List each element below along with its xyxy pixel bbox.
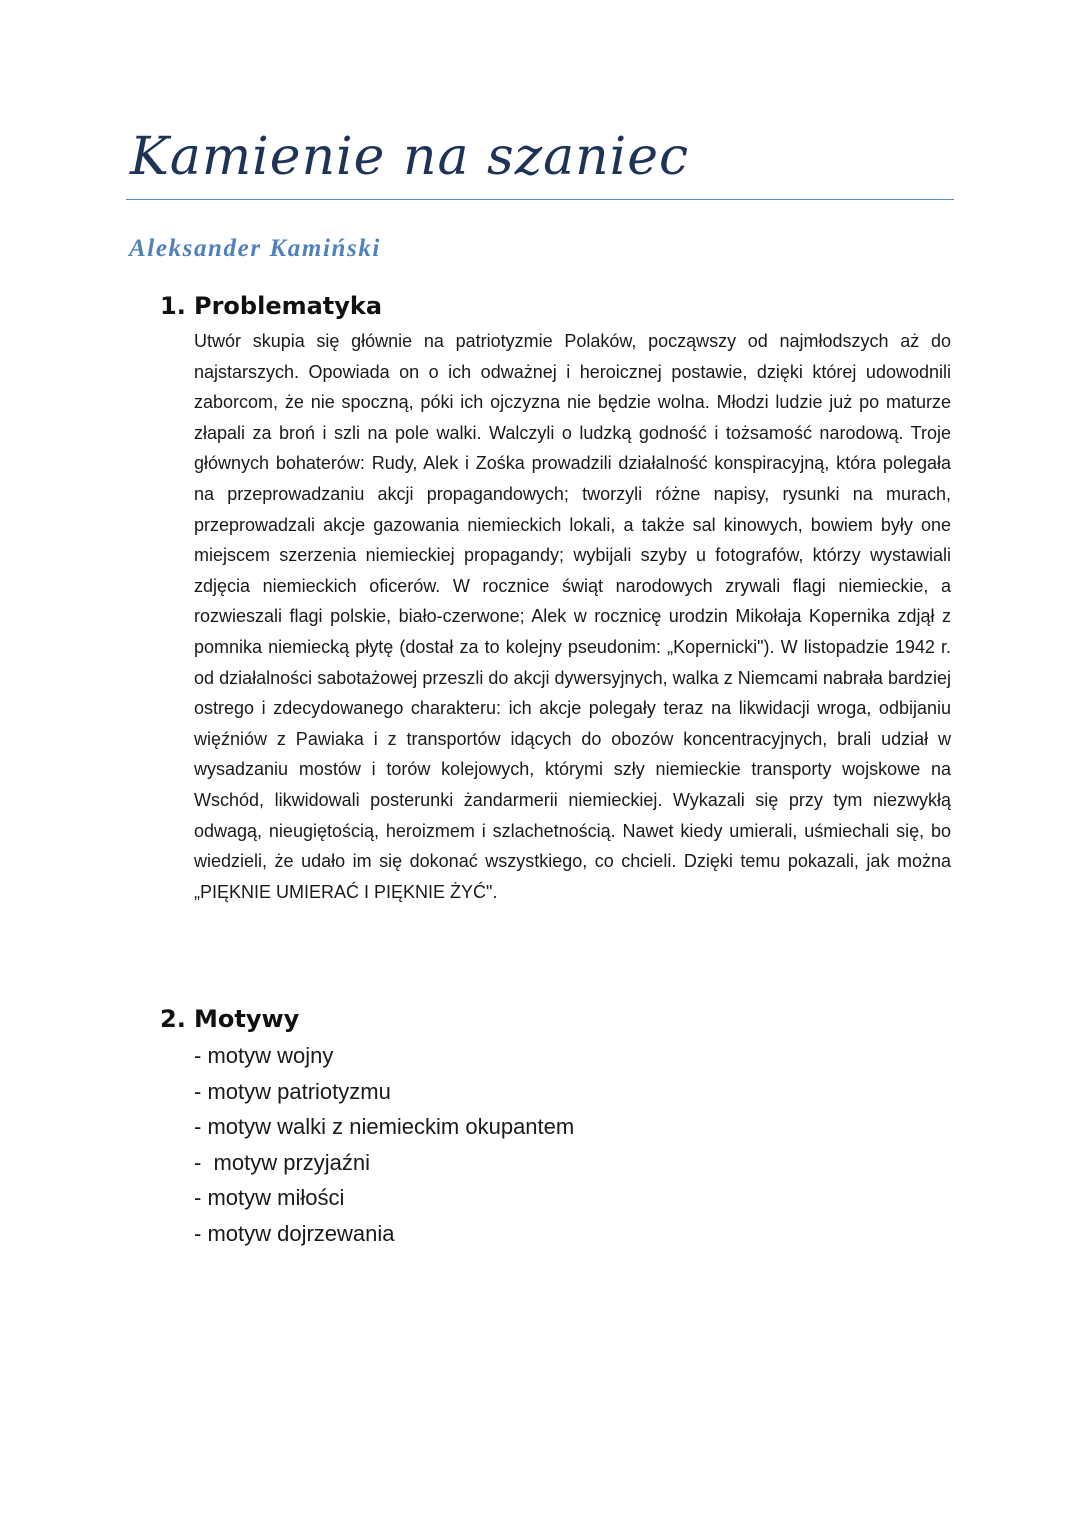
document-title: Kamienie na szaniec <box>130 127 690 187</box>
motifs-list <box>194 1038 574 1252</box>
problematyka-paragraph: Utwór skupia się głównie na patriotyzmie Polaków, począwszy od najmłodszych aż do najstarszych. Opowiada on o ich odważnej i heroicznej postawie, dzięki której udowodnili zaborcom, że nie spoczną, póki ich ojczyzna nie będzie wolna. Młodzi ludzie już po maturze złapali za broń i szli na pole walki. Walczyli o ludzką godność i tożsamość narodową. Troje głównych bohaterów: Rudy, Alek i Zośka prowadzili działalność konspiracyjną, która polegała na przeprowadzaniu akcji propagandowych; tworzyli różne napisy, rysunki na murach, przeprowadzali akcje gazowania niemieckich lokali, a także sal kinowych, bowiem były one miejscem szerzenia niemieckiej propagandy; wybijali szyby u fotografów, którzy wystawiali zdjęcia niemieckich oficerów. W rocznice świąt narodowych zrywali flagi niemieckie, a rozwieszali flagi polskie, biało-czerwone; Alek w rocznicę urodzin Mikołaja Kopernika zdjął z pomnika niemiecką płytę (dostał za to kolejny pseudonim: „Kopernicki"). W listopadzie 1942 r. od działalności sabotażowej przeszli do akcji dywersyjnych, walka z Niemcami nabrała bardziej ostrego i zdecydowanego charakteru: ich akcje polegały teraz na likwidacji wroga, odbijaniu więźniów z Pawiaka i z transportów idących do obozów koncentracyjnych, brali udział w wysadzaniu mostów i torów kolejowych, którymi szły niemieckie transporty wojskowe na Wschód, likwidowali posterunki żandarmerii niemieckiej. Wykazali się przy tym niezwykłą odwagą, nieugiętością, heroizmem i szlachetnością. Nawet kiedy umierali, uśmiechali się, bo wiedzieli, że udało im się dokonać wszystkiego, co chcieli. Dzięki temu pokazali, jak można „PIĘKNIE UMIERAĆ I PIĘKNIE ŻYĆ". <box>194 331 951 902</box>
list-item: - motyw dojrzewania <box>194 1220 395 1246</box>
section-heading-problematyka <box>160 290 382 322</box>
list-item: - motyw wojny <box>194 1043 334 1068</box>
list-item: - motyw walki z niemieckim okupantem <box>194 1114 575 1140</box>
title-underline <box>126 199 954 200</box>
section-number: 1. <box>160 292 186 320</box>
section-title: Problematyka <box>194 292 383 320</box>
document-author: Aleksander Kamiński <box>129 235 381 262</box>
list-item: - motyw przyjaźni <box>194 1149 371 1175</box>
list-item: - motyw patriotyzmu <box>194 1078 391 1104</box>
section-heading-motywy <box>160 1003 299 1035</box>
section-title: Motywy <box>194 1005 300 1033</box>
list-item: - motyw miłości <box>194 1185 345 1211</box>
section-number: 2. <box>160 1005 186 1033</box>
